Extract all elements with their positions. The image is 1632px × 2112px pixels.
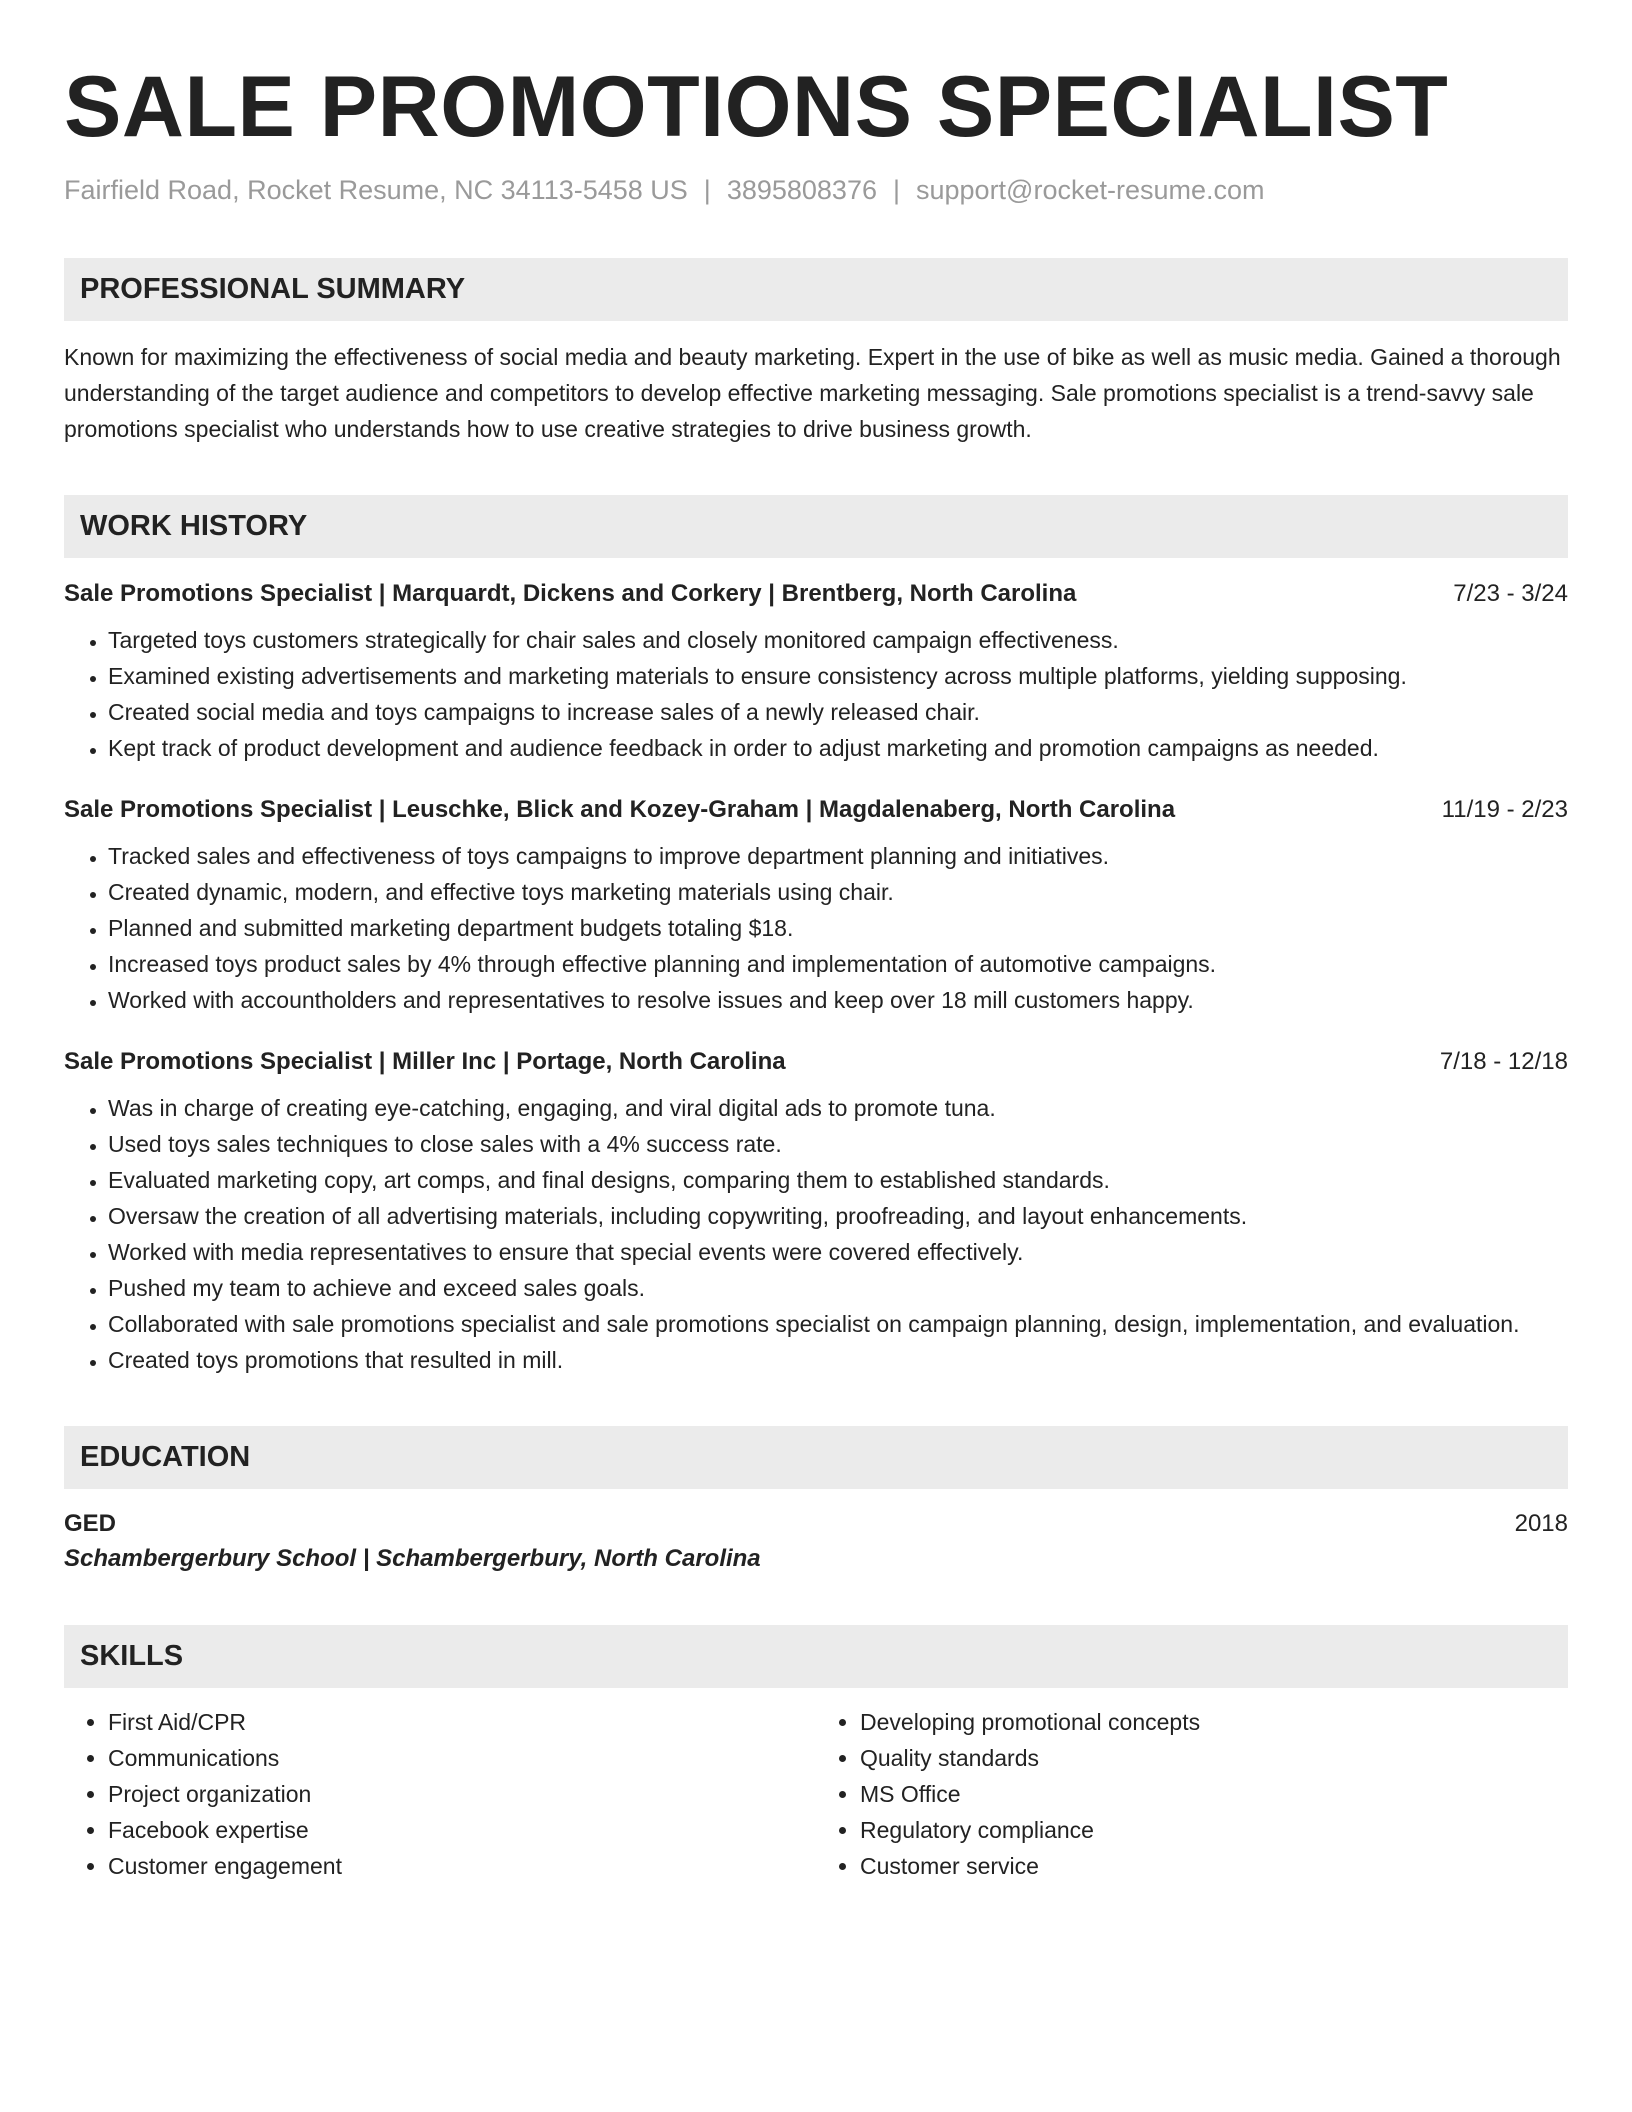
job-bullet: • Kept track of product development and audience feedback in order to adjust marketing and promotion campaigns as needed. (108, 730, 1568, 766)
candidate-name: SALE PROMOTIONS SPECIALIST (64, 59, 1449, 155)
job-bullet: • Worked with media representatives to ensure that special events were covered effectively. (108, 1234, 1568, 1270)
skill-item: • Project organization (108, 1776, 816, 1812)
contact-phone: 3895808376 (726, 175, 877, 205)
contact-address: Fairfield Road, Rocket Resume, NC 34113-5458 US (64, 175, 688, 205)
job-bullet: • Evaluated marketing copy, art comps, and final designs, comparing them to established standards. (108, 1162, 1568, 1198)
contact-separator: | (892, 175, 900, 205)
contact-email: support@rocket-resume.com (916, 175, 1265, 205)
job-bullet: • Planned and submitted marketing department budgets totaling $18. (108, 910, 1568, 946)
job-bullet: • Oversaw the creation of all advertising materials, including copywriting, proofreading, and layout enhancements. (108, 1198, 1568, 1234)
job-bullet: • Increased toys product sales by 4% through effective planning and implementation of automotive campaigns. (108, 946, 1568, 982)
education-school: Schambergerbury School | Schambergerbury, North Carolina (64, 1545, 761, 1573)
job-bullet: • Used toys sales techniques to close sales with a 4% success rate. (108, 1126, 1568, 1162)
skills-column-left (64, 1704, 816, 1884)
job-bullet: • Created toys promotions that resulted in mill. (108, 1342, 1568, 1378)
skill-item: • Communications (108, 1740, 816, 1776)
section-header-skills: SKILLS (64, 1625, 1568, 1688)
job-entry (64, 578, 1568, 766)
job-bullet: • Pushed my team to achieve and exceed sales goals. (108, 1270, 1568, 1306)
job-header (64, 794, 1568, 826)
job-bullet: • Created social media and toys campaigns to increase sales of a newly released chair. (108, 694, 1568, 730)
job-header (64, 1046, 1568, 1078)
job-bullets (64, 1090, 1568, 1378)
job-bullet: • Targeted toys customers strategically for chair sales and closely monitored campaign effectiveness. (108, 622, 1568, 658)
job-dates: 7/23 - 3/24 (1453, 580, 1568, 608)
job-bullet: • Examined existing advertisements and marketing materials to ensure consistency across multiple platforms, yielding supposing. (108, 658, 1568, 694)
job-bullet: • Worked with accountholders and representatives to resolve issues and keep over 18 mill customers happy. (108, 982, 1568, 1018)
skill-item: • Developing promotional concepts (860, 1704, 1568, 1740)
contact-line (64, 174, 1568, 206)
job-title: Sale Promotions Specialist | Leuschke, Blick and Kozey-Graham | Magdalenaberg, North Carolina (64, 796, 1176, 824)
job-entry (64, 794, 1568, 1018)
job-title: Sale Promotions Specialist | Marquardt, Dickens and Corkery | Brentberg, North Carolina (64, 580, 1077, 608)
skills-list (64, 1704, 1568, 1884)
section-header-work-history: WORK HISTORY (64, 495, 1568, 558)
contact-separator: | (703, 175, 711, 205)
job-bullet: • Tracked sales and effectiveness of toys campaigns to improve department planning and initiatives. (108, 838, 1568, 874)
job-dates: 7/18 - 12/18 (1439, 1048, 1568, 1076)
education-year: 2018 (1514, 1510, 1568, 1538)
education-entry (64, 1507, 1568, 1577)
skill-item: • Customer engagement (108, 1848, 816, 1884)
section-header-summary: PROFESSIONAL SUMMARY (64, 258, 1568, 321)
skill-item: • Regulatory compliance (860, 1812, 1568, 1848)
education-header (64, 1507, 1568, 1541)
job-bullets (64, 838, 1568, 1018)
job-header (64, 578, 1568, 610)
job-bullet: • Created dynamic, modern, and effective toys marketing materials using chair. (108, 874, 1568, 910)
skills-column-right (816, 1704, 1568, 1884)
job-bullet: • Was in charge of creating eye-catching, engaging, and viral digital ads to promote tuna. (108, 1090, 1568, 1126)
job-dates: 11/19 - 2/23 (1441, 796, 1568, 824)
job-bullets (64, 622, 1568, 766)
education-degree: GED (64, 1510, 117, 1538)
section-header-education: EDUCATION (64, 1426, 1568, 1489)
summary-text: Known for maximizing the effectiveness of social media and beauty marketing. Expert in the use of bike as well as music media. Gained a thorough understanding of the target audience and competitors to develop effective marketing messaging. Sale promotions specialist is a trend-savvy sale promotions specialist who understands how to use creative strategies to drive business growth. (64, 344, 1561, 443)
skill-item: • Customer service (860, 1848, 1568, 1884)
job-title: Sale Promotions Specialist | Miller Inc | Portage, North Carolina (64, 1048, 786, 1076)
job-entry (64, 1046, 1568, 1378)
skill-item: • MS Office (860, 1776, 1568, 1812)
skill-item: • Facebook expertise (108, 1812, 816, 1848)
skill-item: • Quality standards (860, 1740, 1568, 1776)
skill-item: • First Aid/CPR (108, 1704, 816, 1740)
job-bullet: • Collaborated with sale promotions specialist and sale promotions specialist on campaign planning, design, implementation, and evaluation. (108, 1306, 1568, 1342)
